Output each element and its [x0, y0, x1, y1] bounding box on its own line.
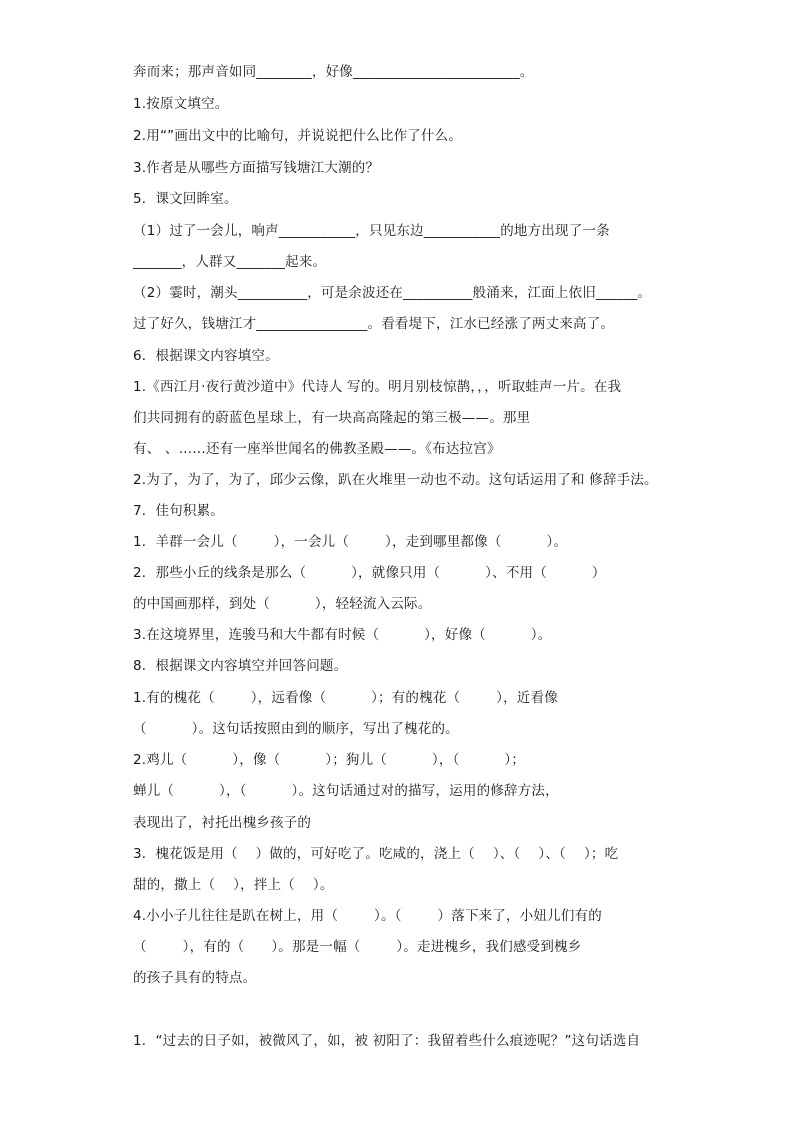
text-line: 有、 、……还有一座举世闻名的佛教圣殿——。《布达拉宫》 — [133, 441, 501, 457]
text-line: 1.有的槐花（ ），远看像（ ）；有的槐花（ ），近看像 — [133, 690, 558, 706]
text-line: 2.用“”画出文中的比喻句，并说说把什么比作了什么。 — [133, 128, 463, 144]
text-line: 3.作者是从哪些方面描写钱塘江大潮的？ — [133, 160, 380, 176]
text-line: 1．“过去的日子如，被微风了，如，被 初阳了：我留着些什么痕迹呢？”这句话选自 — [133, 1033, 641, 1049]
text-line: （ ）。这句话按照由到的顺序，写出了槐花的。 — [133, 721, 459, 737]
text-line: 奔而来；那声音如同________，好像________________________。 — [133, 64, 534, 80]
text-line: _______，人群又_______起来。 — [133, 254, 327, 270]
text-line: 2.鸡儿（ ），像（ ）；狗儿（ ），（ ）； — [133, 752, 526, 768]
text-line: 8．根据课文内容填空并回答问题。 — [133, 658, 348, 674]
text-line: 7．佳句积累。 — [133, 503, 224, 519]
text-line: 6．根据课文内容填空。 — [133, 348, 279, 364]
text-line: 1.《西江月·夜行黄沙道中》代诗人 写的。明月别枝惊鹊，，，听取蛙声一片。在我 — [133, 379, 622, 395]
text-line: 表现出了，衬托出槐乡孩子的 — [133, 815, 312, 831]
text-line: 蝉儿（ ），（ ）。这句话通过对的描写，运用的修辞方法， — [133, 783, 559, 799]
text-line: 2．那些小丘的线条是那么（ ），就像只用（ ）、不用（ ） — [133, 565, 606, 581]
text-line: 3.在这境界里，连骏马和大牛都有时候（ ），好像（ ）。 — [133, 627, 552, 643]
text-line: 4.小小子儿往往是趴在树上，用（ ）。（ ）落下来了，小妞儿们有的 — [133, 908, 602, 924]
text-line: 3．槐花饭是用（ ）做的，可好吃了。吃咸的，浇上（ ）、（ ）、（ ）；吃 — [133, 846, 619, 862]
text-line: 的孩子具有的特点。 — [133, 970, 257, 986]
text-line: 1．羊群一会儿（ ），一会儿（ ），走到哪里都像（ ）。 — [133, 534, 568, 550]
text-line: （1）过了一会儿，响声___________，只见东边___________的地方出现了一条 — [133, 223, 610, 239]
text-line: 2.为了，为了，为了，邱少云像，趴在火堆里一动也不动。这句话运用了和 修辞手法。 — [133, 472, 658, 488]
text-line: （2）霎时，潮头__________，可是余波还在__________般涌来，江面上依旧______。 — [133, 285, 652, 301]
text-line: 1.按原文填空。 — [133, 96, 229, 112]
text-line: 甜的，撒上（ ），拌上（ ）。 — [133, 877, 334, 893]
text-line: 5．课文回眸室。 — [133, 191, 238, 207]
text-line: 的中国画那样，到处（ ），轻轻流入云际。 — [133, 596, 432, 612]
text-line: （ ），有的（ ）。那是一幅（ ）。走进槐乡，我们感受到槐乡 — [133, 939, 582, 955]
text-line: 过了好久，钱塘江才________________。看看堤下，江水已经涨了两丈来高了。 — [133, 316, 615, 332]
text-line: 们共同拥有的蔚蓝色星球上，有一块高高隆起的第三极——。那里 — [133, 410, 531, 426]
